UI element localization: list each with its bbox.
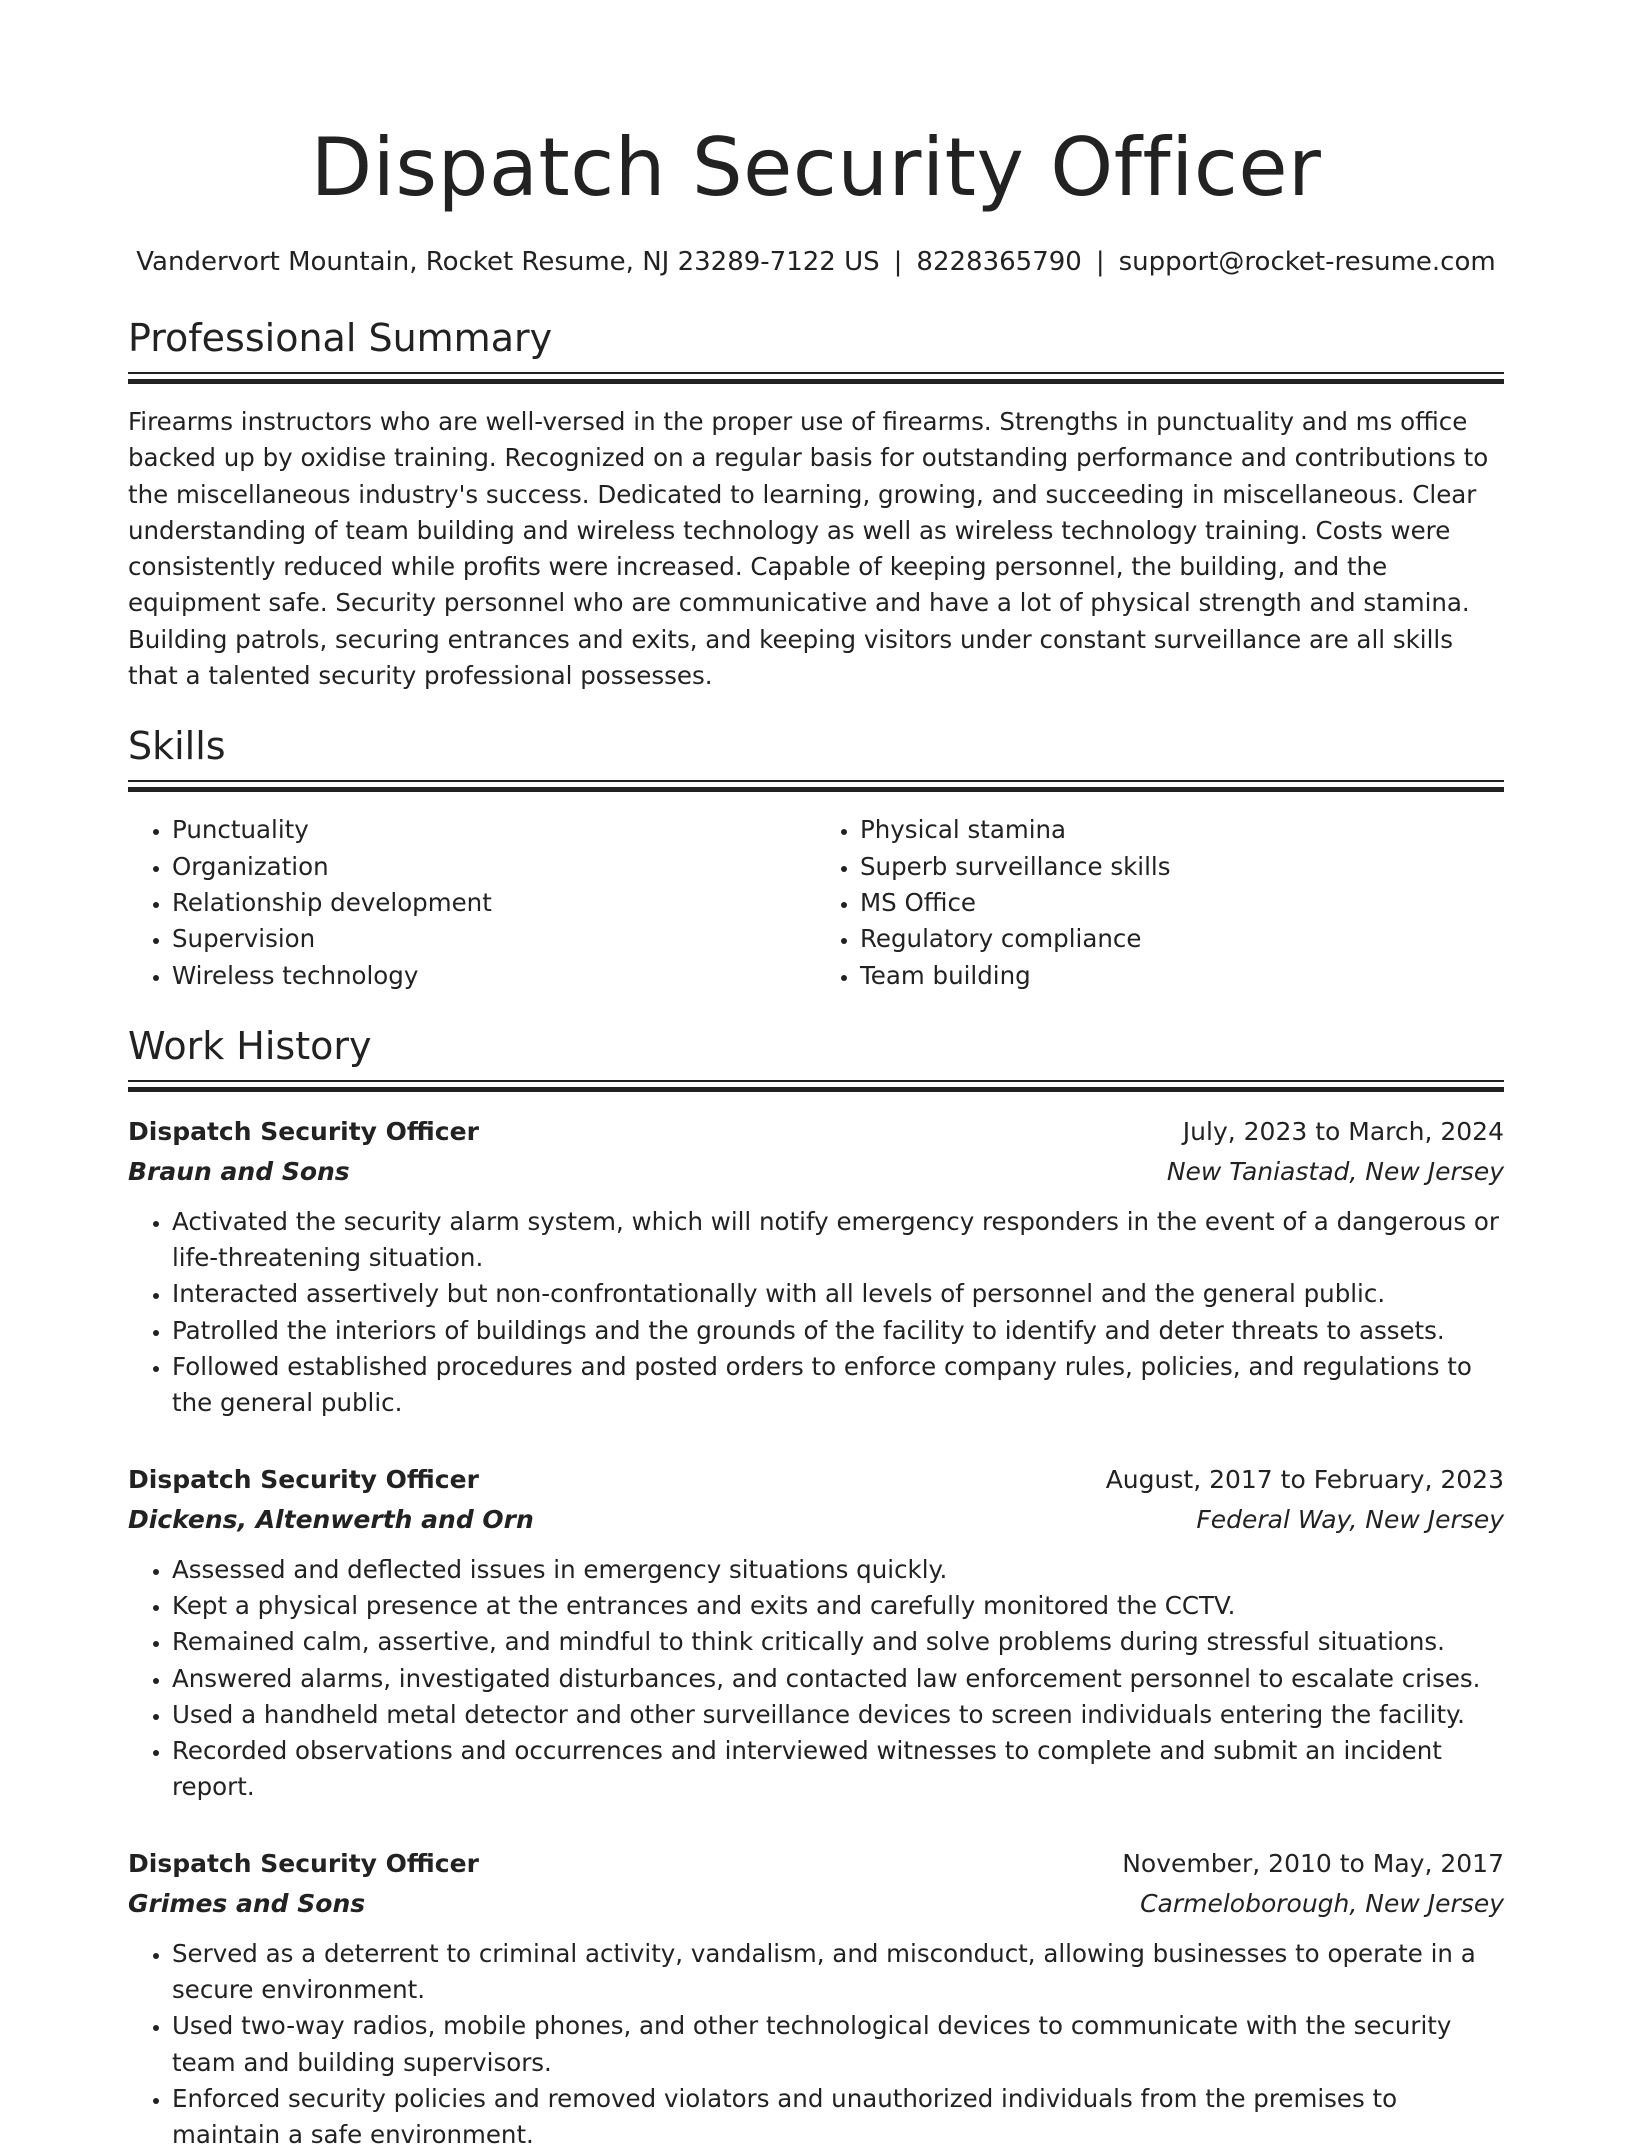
skills-columns [128, 812, 1504, 993]
job-bullet: • Remained calm, assertive, and mindful to think critically and solve problems during stressful situations. [172, 1624, 1504, 1660]
resume-name: Dispatch Security Officer [310, 121, 1322, 214]
skill-item: • Wireless technology [172, 958, 816, 994]
job-bullets [128, 1552, 1504, 1806]
skill-item: • Organization [172, 849, 816, 885]
skill-item: • Relationship development [172, 885, 816, 921]
contact-phone: 8228365790 [916, 247, 1082, 277]
skill-item: • Team building [860, 958, 1504, 994]
skill-item: • Punctuality [172, 812, 816, 848]
job-bullet: • Recorded observations and occurrences and interviewed witnesses to complete and submit an incident report. [172, 1733, 1504, 1806]
job-subheader [128, 1884, 1504, 1924]
skills-column-left [128, 812, 816, 993]
section-divider [128, 780, 1504, 794]
job-entry [128, 1460, 1504, 1806]
job-bullet: • Assessed and deflected issues in emergency situations quickly. [172, 1552, 1504, 1588]
job-entry [128, 1112, 1504, 1422]
job-bullet: • Used a handheld metal detector and other surveillance devices to screen individuals entering the facility. [172, 1697, 1504, 1733]
job-dates: November, 2010 to May, 2017 [1122, 1848, 1504, 1878]
job-subheader [128, 1152, 1504, 1192]
job-location: Carmeloborough, New Jersey [1140, 1888, 1504, 1918]
job-company: Braun and Sons [128, 1156, 350, 1186]
job-bullets [128, 1204, 1504, 1422]
summary-section [128, 314, 1504, 694]
job-bullet: • Patrolled the interiors of buildings and the grounds of the facility to identify and deter threats to assets. [172, 1313, 1504, 1349]
section-title-work: Work History [128, 1023, 372, 1068]
contact-email[interactable]: support@rocket-resume.com [1118, 247, 1496, 277]
job-bullet: • Followed established procedures and posted orders to enforce company rules, policies, and regulations to the general public. [172, 1349, 1504, 1422]
contact-separator: | [1095, 247, 1105, 277]
job-bullet: • Answered alarms, investigated disturbances, and contacted law enforcement personnel to escalate crises. [172, 1661, 1504, 1697]
work-section [128, 1022, 1504, 2154]
job-bullet: • Interacted assertively but non-confrontationally with all levels of personnel and the general public. [172, 1276, 1504, 1312]
skill-item: • MS Office [860, 885, 1504, 921]
skill-item: • Superb surveillance skills [860, 849, 1504, 885]
job-subheader [128, 1500, 1504, 1540]
job-company: Dickens, Altenwerth and Orn [128, 1504, 534, 1534]
resume-page [128, 0, 1504, 2154]
section-divider [128, 1080, 1504, 1094]
contact-address: Vandervort Mountain, Rocket Resume, NJ 23289-7122 US [136, 247, 880, 277]
section-divider [128, 372, 1504, 386]
job-dates: August, 2017 to February, 2023 [1105, 1464, 1504, 1494]
skills-section [128, 722, 1504, 993]
job-bullet: • Served as a deterrent to criminal activity, vandalism, and misconduct, allowing businesses to operate in a secure environment. [172, 1936, 1504, 2009]
job-title: Dispatch Security Officer [128, 1464, 479, 1494]
section-title-skills: Skills [128, 724, 226, 769]
job-bullet: • Used two-way radios, mobile phones, and other technological devices to communicate with the security team and building supervisors. [172, 2008, 1504, 2081]
skill-item: • Supervision [172, 921, 816, 957]
job-header [128, 1460, 1504, 1500]
job-header [128, 1112, 1504, 1152]
job-location: Federal Way, New Jersey [1196, 1504, 1504, 1534]
job-bullet: • Activated the security alarm system, which will notify emergency responders in the event of a dangerous or life-threatening situation. [172, 1204, 1504, 1277]
section-title-summary: Professional Summary [128, 316, 553, 360]
job-bullet: • Kept a physical presence at the entrances and exits and carefully monitored the CCTV. [172, 1588, 1504, 1624]
job-dates: July, 2023 to March, 2024 [1182, 1116, 1504, 1146]
skill-item: • Regulatory compliance [860, 921, 1504, 957]
job-company: Grimes and Sons [128, 1888, 366, 1918]
skill-item: • Physical stamina [860, 812, 1504, 848]
job-bullet: • Enforced security policies and removed violators and unauthorized individuals from the premises to maintain a safe environment. [172, 2081, 1504, 2154]
job-header [128, 1844, 1504, 1884]
job-location: New Taniastad, New Jersey [1166, 1156, 1504, 1186]
contact-line [128, 244, 1504, 280]
job-title: Dispatch Security Officer [128, 1116, 479, 1146]
contact-separator: | [893, 247, 903, 277]
job-entry [128, 1844, 1504, 2154]
job-bullets [128, 1936, 1504, 2154]
skills-column-right [816, 812, 1504, 993]
summary-text: Firearms instructors who are well-versed in the proper use of firearms. Strengths in punctuality and ms office backed up by oxidise training. Recognized on a regular basis for outstanding performance and contributions to the miscellaneous industry's success. Dedicated to learning, growing, and succeeding in miscellaneous. Clear understanding of team building and wireless technology as well as wireless technology training. Costs were consistently reduced while profits were increased. Capable of keeping personnel, the building, and the equipment safe. Security personnel who are communicative and have a lot of physical strength and stamina. Building patrols, securing entrances and exits, and keeping visitors under constant surveillance are all skills that a talented security professional possesses. [128, 407, 1489, 691]
job-title: Dispatch Security Officer [128, 1848, 479, 1878]
